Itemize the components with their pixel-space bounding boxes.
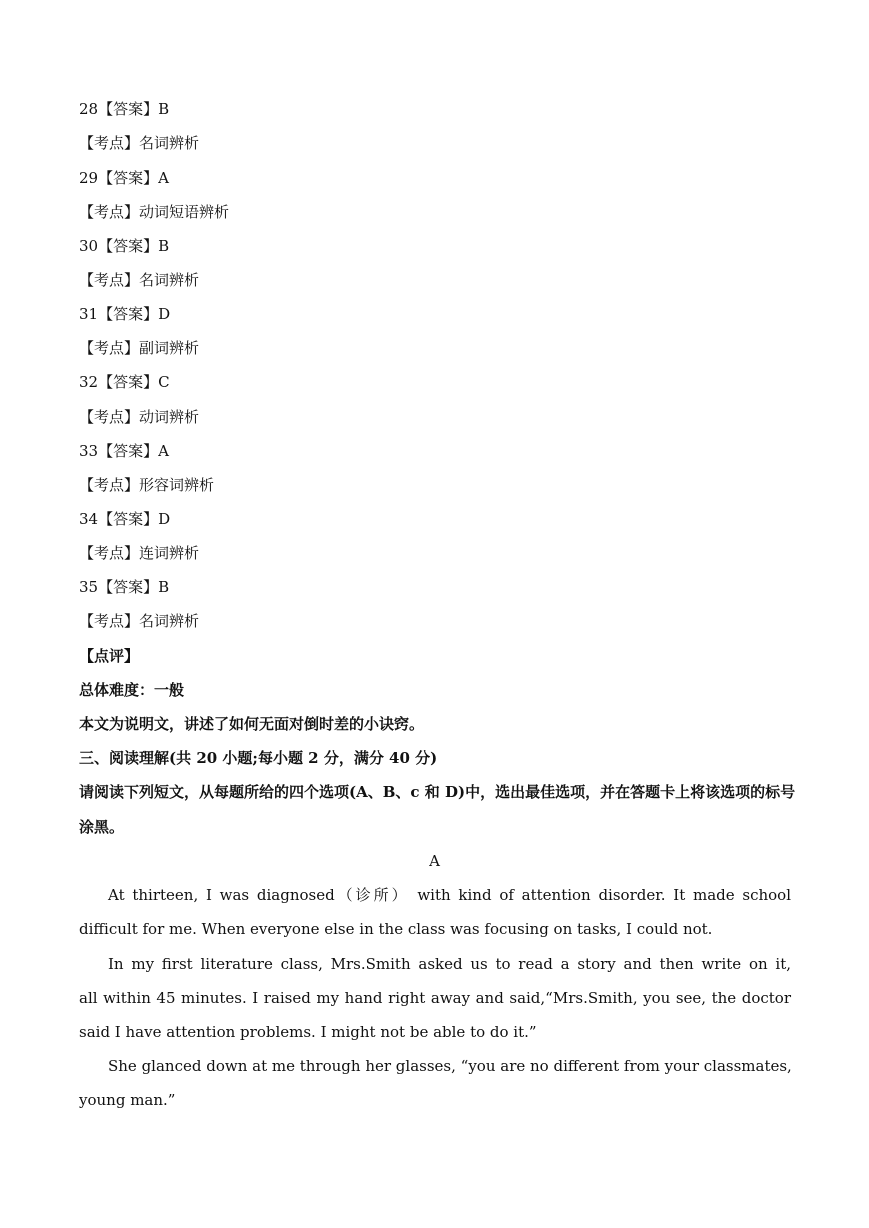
answer-33: 33【答案】A [79, 442, 169, 460]
review-summary: 本文为说明文，讲述了如何无面对倒时差的小诀窍。 [79, 715, 425, 733]
answer-35: 35【答案】B [79, 578, 170, 596]
passage-label: A [429, 852, 440, 870]
review-difficulty: 总体难度：一般 [79, 681, 185, 699]
passage-p2-line2: all within 45 minutes. I raised my hand right away and said,“Mrs.Smith, you see, the doctor [79, 989, 791, 1007]
passage-p3-line1: She glanced down at me through her glasses, “you are no different from your classmates, [108, 1057, 792, 1075]
review-heading: 【点评】 [79, 647, 140, 665]
topic-30: 【考点】名词辨析 [79, 271, 200, 289]
topic-31: 【考点】副词辨析 [79, 339, 200, 357]
topic-34: 【考点】连词辨析 [79, 544, 200, 562]
section-instruction-line1: 请阅读下列短文，从每题所给的四个选项(A、B、c 和 D)中，选出最佳选项，并在答题卡上将该选项的标号 [79, 783, 796, 801]
answer-30: 30【答案】B [79, 237, 170, 255]
answer-32: 32【答案】C [79, 373, 170, 391]
section-title: 三、阅读理解(共 20 小题;每小题 2 分，满分 40 分) [79, 749, 438, 767]
topic-35: 【考点】名词辨析 [79, 612, 200, 630]
answer-31: 31【答案】D [79, 305, 171, 323]
passage-p1-line1: At thirteen, I was diagnosed（诊所） with kind of attention disorder. It made school [108, 886, 791, 904]
passage-p2-line3: said I have attention problems. I might not be able to do it.” [79, 1023, 537, 1041]
passage-p3-line2: young man.” [79, 1091, 176, 1109]
answer-28: 28【答案】B [79, 100, 170, 118]
topic-29: 【考点】动词短语辨析 [79, 203, 230, 221]
section-instruction-line2: 涂黑。 [79, 818, 125, 836]
topic-28: 【考点】名词辨析 [79, 134, 200, 152]
passage-p2-line1: In my first literature class, Mrs.Smith asked us to read a story and then write on it, [108, 955, 791, 973]
answer-29: 29【答案】A [79, 169, 169, 187]
answer-34: 34【答案】D [79, 510, 171, 528]
topic-33: 【考点】形容词辨析 [79, 476, 215, 494]
topic-32: 【考点】动词辨析 [79, 408, 200, 426]
passage-p1-line2: difficult for me. When everyone else in the class was focusing on tasks, I could not. [79, 920, 713, 938]
